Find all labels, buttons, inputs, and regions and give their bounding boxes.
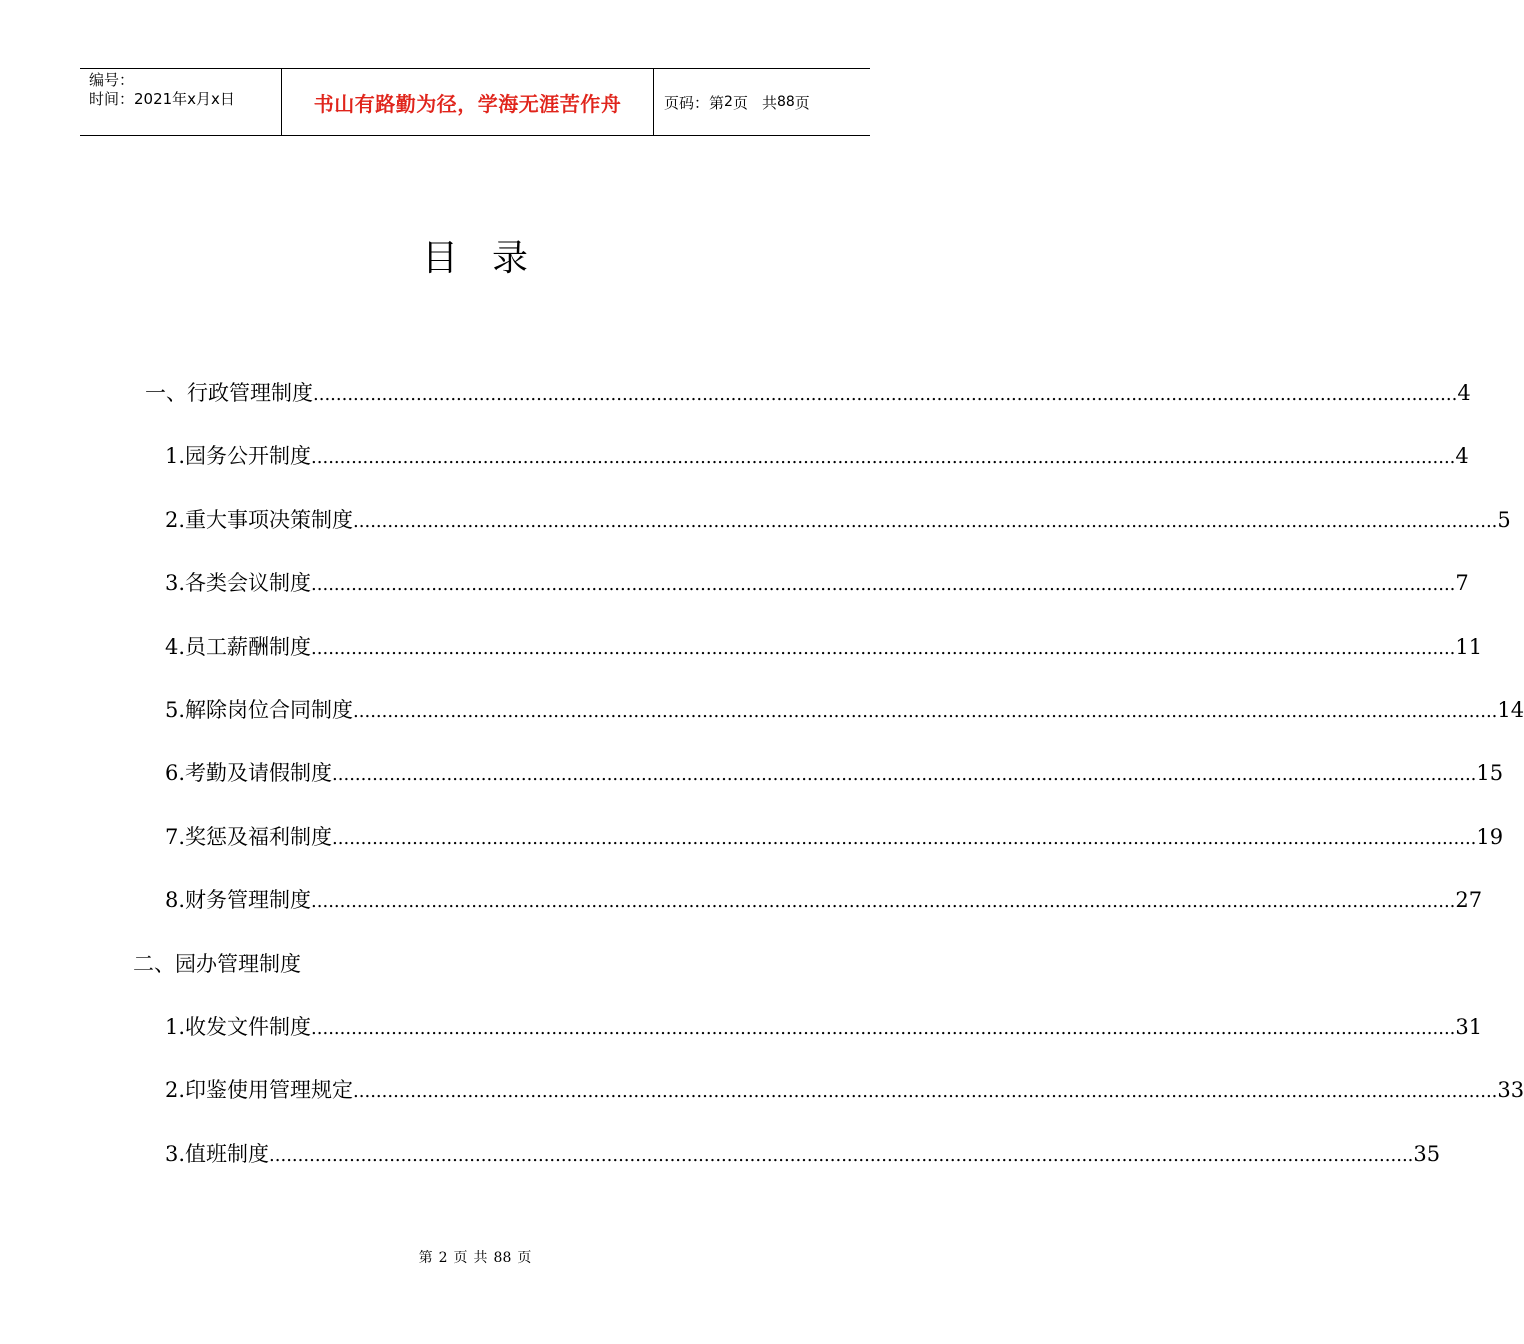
toc-leader-dots: ........................................................................................................................................................................................................ (353, 511, 1498, 532)
toc-entry-page: 14 (1497, 698, 1524, 722)
header-total-prefix: 共 (761, 93, 777, 112)
footer-total: 88 (493, 1250, 512, 1266)
page-footer (0, 1247, 950, 1267)
toc-entry[interactable] (165, 1012, 1483, 1042)
toc-leader-dots: ........................................................................................................................................................................................................ (332, 828, 1477, 849)
header-page-info (654, 69, 870, 135)
toc-entry-label: 园务公开制度 (185, 444, 312, 468)
toc-leader-dots: ........................................................................................................................................................................................................ (311, 574, 1456, 595)
toc-entry-label: 值班制度 (185, 1142, 270, 1166)
header-page-current: 2 (724, 94, 733, 110)
header-time-label: 时间：2021年x月x日 (89, 90, 235, 108)
toc-leader-dots: ........................................................................................................................................................................................................ (313, 384, 1458, 405)
toc-entry-label: 各类会议制度 (185, 571, 312, 595)
toc-entry-label: 一、行政管理制度 (145, 381, 313, 405)
toc-entry[interactable] (165, 822, 1504, 852)
toc-entry-page: 35 (1413, 1142, 1441, 1166)
page-header (80, 68, 870, 136)
toc-entry[interactable] (165, 758, 1504, 788)
toc-leader-dots: ........................................................................................................................................................................................................ (332, 764, 1477, 785)
toc-entry-label: 奖惩及福利制度 (185, 825, 333, 849)
toc-entry-page: 27 (1455, 888, 1483, 912)
toc-entry[interactable] (145, 378, 1471, 408)
toc-leader-dots: ........................................................................................................................................................................................................ (311, 447, 1456, 468)
toc-leader-dots: ........................................................................................................................................................................................................ (311, 1018, 1456, 1039)
page-title (0, 230, 950, 281)
toc-leader-dots: ........................................................................................................................................................................................................ (353, 1081, 1498, 1102)
toc-entry-page: 19 (1476, 825, 1504, 849)
header-motto: 书山有路勤为径，学海无涯苦作舟 (282, 69, 654, 135)
toc-leader-dots: ........................................................................................................................................................................................................ (353, 701, 1498, 722)
toc-section-heading[interactable] (133, 949, 533, 979)
footer-total-prefix: 共 (473, 1250, 488, 1266)
toc-entry-page: 31 (1455, 1015, 1483, 1039)
toc-entry-label: 解除岗位合同制度 (185, 698, 354, 722)
toc-entry-number: 3. (165, 1142, 186, 1166)
header-meta (80, 69, 282, 135)
header-page-prefix: 页码：第 (664, 93, 725, 112)
toc-entry-label: 印鉴使用管理规定 (185, 1078, 354, 1102)
toc-entry-label: 财务管理制度 (185, 888, 312, 912)
toc-entry[interactable] (165, 568, 1469, 598)
toc-entry-number: 4. (165, 635, 186, 659)
toc-entry-label: 重大事项决策制度 (185, 508, 354, 532)
toc-entry-number: 6. (165, 761, 186, 785)
toc-entry-number: 8. (165, 888, 186, 912)
toc-entry-number: 1. (165, 1015, 186, 1039)
toc-entry-number: 3. (165, 571, 186, 595)
toc-entry-label: 考勤及请假制度 (185, 761, 333, 785)
toc-entry[interactable] (165, 1075, 1524, 1105)
toc-entry[interactable] (165, 695, 1524, 725)
toc-leader-dots: ........................................................................................................................................................................................................ (311, 891, 1456, 912)
toc-entry-number: 1. (165, 444, 186, 468)
header-page-mid: 页 (732, 93, 748, 112)
toc-entry-number: 2. (165, 1078, 186, 1102)
toc-entry-number: 2. (165, 508, 186, 532)
toc-entry-page: 5 (1497, 508, 1511, 532)
header-number-label: 编号： (89, 71, 135, 89)
title-char-1: 目 (421, 238, 458, 279)
toc-entry-number: 7. (165, 825, 186, 849)
footer-mid: 页 (453, 1250, 468, 1266)
toc-entry-page: 33 (1497, 1078, 1524, 1102)
title-char-2: 录 (492, 238, 529, 279)
toc-entry[interactable] (165, 441, 1469, 471)
toc-entry[interactable] (165, 632, 1483, 662)
toc-leader-dots: ........................................................................................................................................................................................................ (311, 638, 1456, 659)
toc-entry-label: 收发文件制度 (185, 1015, 312, 1039)
header-page-total: 88 (776, 94, 795, 110)
toc-entry-page: 15 (1476, 761, 1504, 785)
toc-entry[interactable] (165, 885, 1483, 915)
header-total-suffix: 页 (794, 93, 810, 112)
toc-entry-page: 4 (1455, 444, 1469, 468)
toc-entry-label: 二、园办管理制度 (133, 952, 301, 976)
toc-entry-label: 员工薪酬制度 (185, 635, 312, 659)
toc-entry[interactable] (165, 505, 1511, 535)
toc-entry-page: 4 (1457, 381, 1471, 405)
footer-suffix: 页 (517, 1250, 532, 1266)
footer-prefix: 第 (418, 1250, 433, 1266)
toc-leader-dots: ........................................................................................................................................................................................................ (269, 1145, 1414, 1166)
toc-entry-number: 5. (165, 698, 186, 722)
toc-entry[interactable] (165, 1139, 1441, 1169)
toc-entry-page: 11 (1455, 635, 1483, 659)
toc-entry-page: 7 (1455, 571, 1469, 595)
footer-current: 2 (438, 1250, 448, 1266)
